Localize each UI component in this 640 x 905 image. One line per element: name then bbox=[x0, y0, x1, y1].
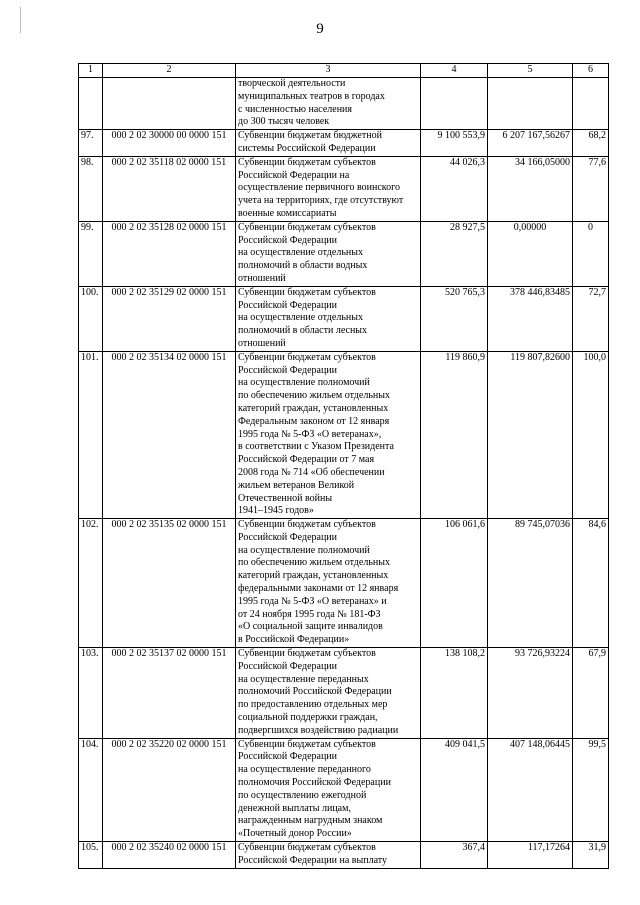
description-cell bbox=[236, 519, 421, 648]
table-row bbox=[79, 351, 609, 518]
description-line: 1941–1945 годов» bbox=[238, 505, 314, 517]
table-row bbox=[79, 648, 609, 739]
approved-amount-cell: 409 041,5 bbox=[421, 738, 488, 841]
column-header: 5 bbox=[488, 64, 573, 78]
budget-code-cell bbox=[103, 78, 236, 130]
execution-percent-cell: 99,5 bbox=[573, 738, 609, 841]
row-number-cell: 105. bbox=[79, 842, 103, 869]
description-line: Российской Федерации bbox=[238, 660, 338, 672]
description-line: категорий граждан, установленных bbox=[238, 402, 389, 414]
table-row bbox=[79, 842, 609, 869]
description-line: Российской Федерации bbox=[238, 234, 338, 246]
approved-amount-cell: 367,4 bbox=[421, 842, 488, 869]
row-number-cell: 103. bbox=[79, 648, 103, 739]
description-line: осуществление первичного воинского bbox=[238, 182, 401, 194]
row-number-cell: 102. bbox=[79, 519, 103, 648]
description-cell bbox=[236, 351, 421, 518]
description-line: Субвенции бюджетам бюджетной bbox=[238, 130, 382, 142]
budget-code-cell: 000 2 02 35137 02 0000 151 bbox=[103, 648, 236, 739]
description-cell bbox=[236, 156, 421, 221]
budget-table bbox=[78, 63, 609, 869]
description-line: на осуществление переданных bbox=[238, 673, 369, 685]
execution-percent-cell: 68,2 bbox=[573, 130, 609, 157]
execution-percent-cell bbox=[573, 78, 609, 130]
description-line: Российской Федерации bbox=[238, 531, 338, 543]
table-row bbox=[79, 78, 609, 130]
description-line: по предоставлению отдельных мер bbox=[238, 699, 388, 711]
description-line: по осуществлению ежегодной bbox=[238, 789, 367, 801]
row-number-cell: 101. bbox=[79, 351, 103, 518]
table-row bbox=[79, 130, 609, 157]
budget-code-cell: 000 2 02 35129 02 0000 151 bbox=[103, 286, 236, 351]
description-cell bbox=[236, 221, 421, 286]
executed-amount-cell: 378 446,83485 bbox=[488, 286, 573, 351]
executed-amount-cell bbox=[488, 78, 573, 130]
description-line: творческой деятельности bbox=[238, 78, 346, 89]
table-row bbox=[79, 738, 609, 841]
budget-code-cell: 000 2 02 35240 02 0000 151 bbox=[103, 842, 236, 869]
budget-code-cell: 000 2 02 35135 02 0000 151 bbox=[103, 519, 236, 648]
executed-amount-cell: 93 726,93224 bbox=[488, 648, 573, 739]
description-line: полномочий в области водных bbox=[238, 260, 368, 272]
executed-amount-cell: 407 148,06445 bbox=[488, 738, 573, 841]
description-line: 1995 года № 5-ФЗ «О ветеранах» и bbox=[238, 595, 387, 607]
description-line: на осуществление полномочий bbox=[238, 544, 370, 556]
description-line: Субвенции бюджетам субъектов bbox=[238, 842, 376, 854]
description-line: от 24 ноября 1995 года № 181-ФЗ bbox=[238, 608, 381, 620]
description-line: Субвенции бюджетам субъектов bbox=[238, 351, 376, 363]
description-line: Субвенции бюджетам субъектов bbox=[238, 156, 376, 168]
row-number-cell: 104. bbox=[79, 738, 103, 841]
description-line: отношений bbox=[238, 272, 286, 284]
description-line: Субвенции бюджетам субъектов bbox=[238, 648, 376, 660]
approved-amount-cell: 520 765,3 bbox=[421, 286, 488, 351]
executed-amount-cell: 119 807,82600 bbox=[488, 351, 573, 518]
execution-percent-cell: 100,0 bbox=[573, 351, 609, 518]
description-line: Российской Федерации от 7 мая bbox=[238, 454, 375, 466]
description-line: полномочий Российской Федерации bbox=[238, 686, 392, 698]
description-line: в Российской Федерации» bbox=[238, 634, 350, 646]
execution-percent-cell: 67,9 bbox=[573, 648, 609, 739]
description-line: на осуществление отдельных bbox=[238, 247, 363, 259]
description-cell bbox=[236, 842, 421, 869]
column-header: 4 bbox=[421, 64, 488, 78]
description-line: денежной выплаты лицам, bbox=[238, 802, 351, 814]
description-line: Субвенции бюджетам субъектов bbox=[238, 221, 376, 233]
column-header: 6 bbox=[573, 64, 609, 78]
description-line: награжденным нагрудным знаком bbox=[238, 815, 383, 827]
description-line: Отечественной войны bbox=[238, 492, 333, 504]
budget-code-cell: 000 2 02 35134 02 0000 151 bbox=[103, 351, 236, 518]
page-number: 9 bbox=[316, 21, 324, 37]
approved-amount-cell: 119 860,9 bbox=[421, 351, 488, 518]
description-line: «О социальной защите инвалидов bbox=[238, 621, 383, 633]
row-number-cell: 98. bbox=[79, 156, 103, 221]
description-line: Российской Федерации bbox=[238, 364, 338, 376]
description-line: подвергшихся воздействию радиации bbox=[238, 724, 399, 736]
execution-percent-cell: 77,6 bbox=[573, 156, 609, 221]
description-cell bbox=[236, 130, 421, 157]
description-cell bbox=[236, 286, 421, 351]
executed-amount-cell: 89 745,07036 bbox=[488, 519, 573, 648]
description-line: Субвенции бюджетам субъектов bbox=[238, 738, 376, 750]
approved-amount-cell: 106 061,6 bbox=[421, 519, 488, 648]
description-line: учета на территориях, где отсутствуют bbox=[238, 195, 404, 207]
description-line: полномочий в области лесных bbox=[238, 325, 368, 337]
description-line: по обеспечению жильем отдельных bbox=[238, 390, 390, 402]
column-header: 1 bbox=[79, 64, 103, 78]
description-line: на осуществление отдельных bbox=[238, 312, 363, 324]
description-line: «Почетный донор России» bbox=[238, 828, 352, 840]
budget-code-cell: 000 2 02 35128 02 0000 151 bbox=[103, 221, 236, 286]
description-line: до 300 тысяч человек bbox=[238, 116, 330, 128]
description-line: системы Российской Федерации bbox=[238, 142, 376, 154]
executed-amount-cell: 34 166,05000 bbox=[488, 156, 573, 221]
approved-amount-cell: 138 108,2 bbox=[421, 648, 488, 739]
row-number-cell bbox=[79, 78, 103, 130]
table-row bbox=[79, 221, 609, 286]
description-line: Российской Федерации на bbox=[238, 169, 350, 181]
approved-amount-cell: 9 100 553,9 bbox=[421, 130, 488, 157]
budget-code-cell: 000 2 02 35118 02 0000 151 bbox=[103, 156, 236, 221]
table-header-row bbox=[79, 64, 609, 78]
description-line: в соответствии с Указом Президента bbox=[238, 441, 394, 453]
table-row bbox=[79, 519, 609, 648]
description-line: Субвенции бюджетам субъектов bbox=[238, 286, 376, 298]
execution-percent-cell: 0 bbox=[573, 221, 609, 286]
budget-code-cell: 000 2 02 35220 02 0000 151 bbox=[103, 738, 236, 841]
description-line: 2008 года № 714 «Об обеспечении bbox=[238, 466, 385, 478]
execution-percent-cell: 31,9 bbox=[573, 842, 609, 869]
description-line: социальной поддержки граждан, bbox=[238, 712, 378, 724]
executed-amount-cell: 0,00000 bbox=[488, 221, 573, 286]
column-header: 2 bbox=[103, 64, 236, 78]
description-line: 1995 года № 5-ФЗ «О ветеранах», bbox=[238, 428, 382, 440]
approved-amount-cell bbox=[421, 78, 488, 130]
table-row bbox=[79, 286, 609, 351]
description-line: по обеспечению жильем отдельных bbox=[238, 557, 390, 569]
column-header: 3 bbox=[236, 64, 421, 78]
execution-percent-cell: 84,6 bbox=[573, 519, 609, 648]
row-number-cell: 99. bbox=[79, 221, 103, 286]
description-line: отношений bbox=[238, 337, 286, 349]
execution-percent-cell: 72,7 bbox=[573, 286, 609, 351]
approved-amount-cell: 28 927,5 bbox=[421, 221, 488, 286]
executed-amount-cell: 117,17264 bbox=[488, 842, 573, 869]
description-line: категорий граждан, установленных bbox=[238, 570, 389, 582]
description-cell bbox=[236, 648, 421, 739]
table-body bbox=[79, 78, 609, 869]
description-line: Российской Федерации bbox=[238, 751, 338, 763]
description-line: на осуществление полномочий bbox=[238, 377, 370, 389]
description-line: Федеральным законом от 12 января bbox=[238, 415, 390, 427]
description-line: Российской Федерации bbox=[238, 299, 338, 311]
description-line: полномочия Российской Федерации bbox=[238, 777, 391, 789]
description-cell bbox=[236, 738, 421, 841]
description-line: муниципальных театров в городах bbox=[238, 90, 385, 102]
row-number-cell: 97. bbox=[79, 130, 103, 157]
description-line: на осуществление переданного bbox=[238, 764, 371, 776]
table-row bbox=[79, 156, 609, 221]
budget-code-cell: 000 2 02 30000 00 0000 151 bbox=[103, 130, 236, 157]
description-line: с численностью населения bbox=[238, 103, 352, 115]
executed-amount-cell: 6 207 167,56267 bbox=[488, 130, 573, 157]
description-cell bbox=[236, 78, 421, 130]
description-line: жильем ветеранов Великой bbox=[238, 479, 355, 491]
description-line: Российской Федерации на выплату bbox=[238, 854, 387, 866]
description-line: федеральными законами от 12 января bbox=[238, 583, 399, 595]
approved-amount-cell: 44 026,3 bbox=[421, 156, 488, 221]
description-line: военные комиссариаты bbox=[238, 207, 337, 219]
description-line: Субвенции бюджетам субъектов bbox=[238, 519, 376, 531]
row-number-cell: 100. bbox=[79, 286, 103, 351]
